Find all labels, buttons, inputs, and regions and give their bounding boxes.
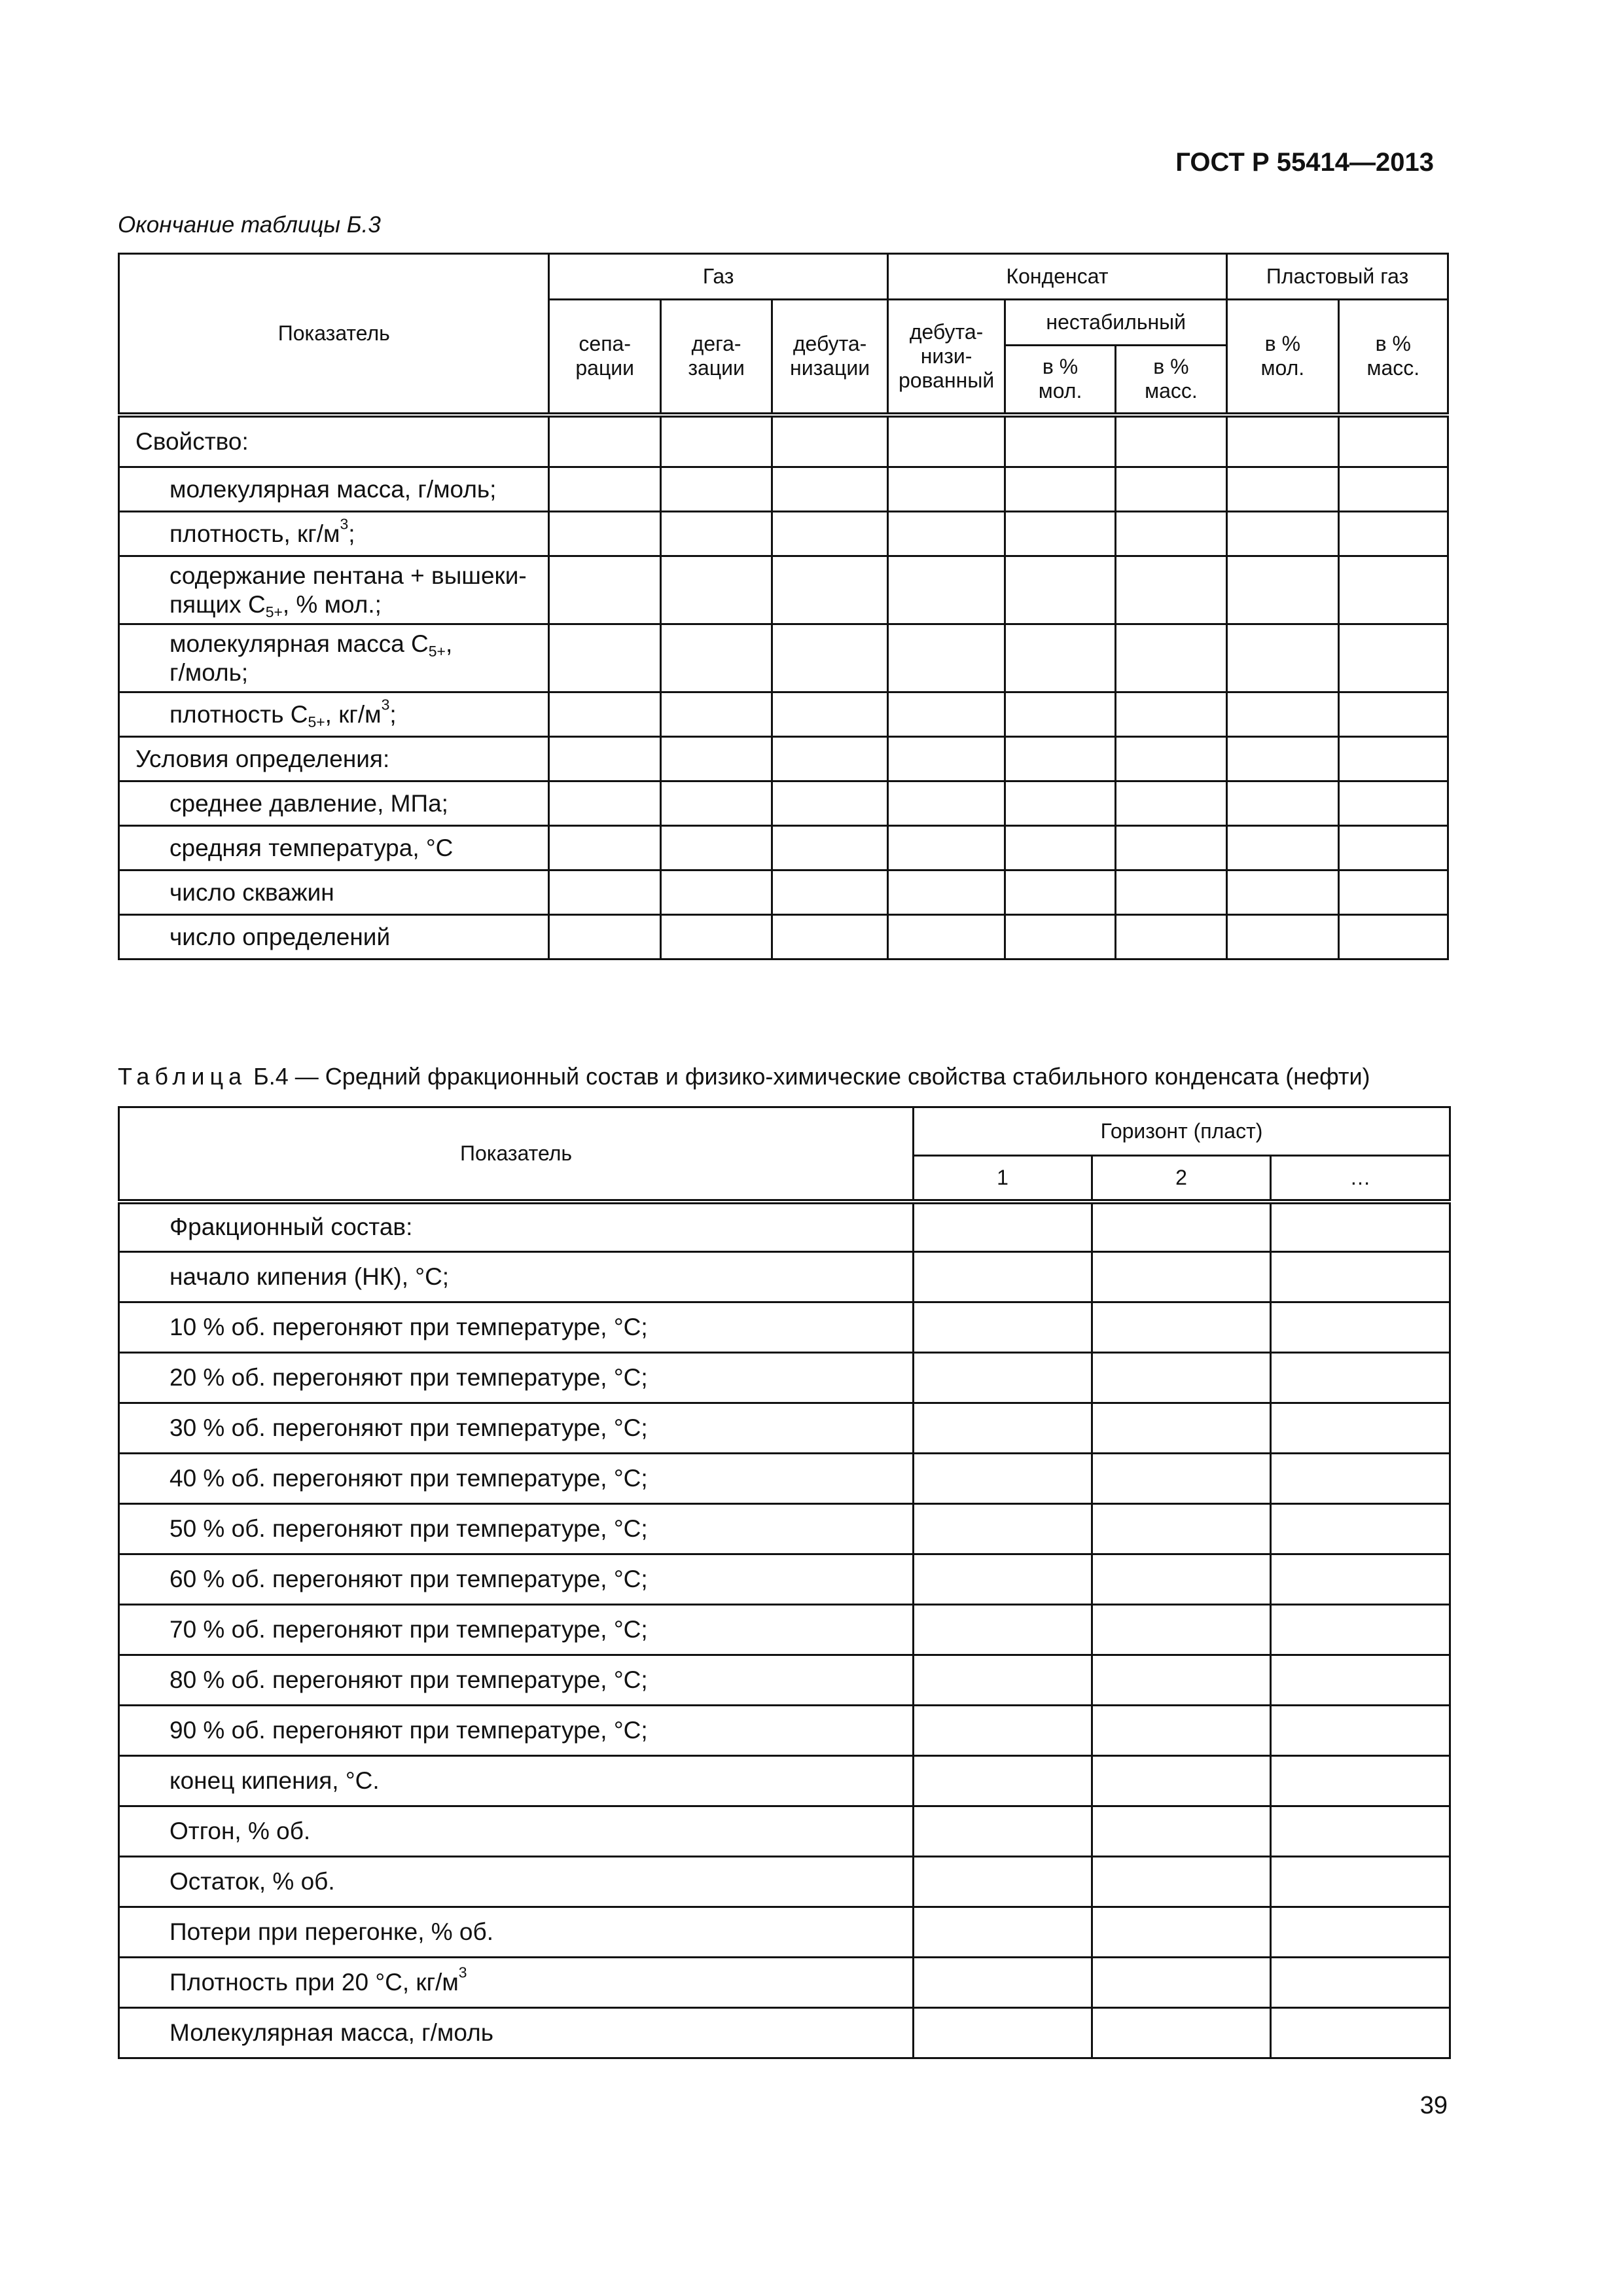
empty-cell	[914, 1403, 1092, 1454]
empty-cell	[914, 1907, 1092, 1958]
empty-cell	[549, 781, 660, 826]
header-unstable-pct-mass: в % масс.	[1115, 346, 1226, 415]
empty-cell	[1092, 1202, 1271, 1252]
empty-cell	[660, 737, 772, 781]
table-row	[119, 1353, 1450, 1403]
header-col-2: 2	[1092, 1156, 1271, 1202]
empty-cell	[1092, 1756, 1271, 1806]
row-label-text: средняя температура, °С	[169, 834, 454, 861]
empty-cell	[1227, 915, 1338, 960]
empty-cell	[1092, 1504, 1271, 1554]
empty-cell	[914, 1958, 1092, 2008]
empty-cell	[1115, 870, 1226, 915]
empty-cell	[887, 870, 1005, 915]
empty-cell	[914, 1706, 1092, 1756]
table-row	[119, 915, 1448, 960]
empty-cell	[1271, 1454, 1450, 1504]
row-label: 10 % об. перегоняют при температуре, °С;	[119, 1302, 914, 1353]
empty-cell	[772, 512, 887, 556]
table-row	[119, 1605, 1450, 1655]
empty-cell	[660, 512, 772, 556]
header-debutanization: дебута- низации	[772, 300, 887, 415]
row-label	[119, 826, 549, 870]
empty-cell	[887, 826, 1005, 870]
table-b3-continuation-title: Окончание таблицы Б.3	[118, 212, 381, 238]
table-b4	[118, 1106, 1451, 2059]
empty-cell	[1338, 826, 1448, 870]
empty-cell	[914, 1756, 1092, 1806]
table-row	[119, 870, 1448, 915]
empty-cell	[1227, 870, 1338, 915]
table-row	[119, 1655, 1450, 1706]
empty-cell	[1338, 737, 1448, 781]
empty-cell	[1092, 1706, 1271, 1756]
empty-cell	[1271, 1353, 1450, 1403]
row-label: 70 % об. перегоняют при температуре, °С;	[119, 1605, 914, 1655]
empty-cell	[660, 556, 772, 624]
empty-cell	[1271, 1252, 1450, 1302]
empty-cell	[1115, 826, 1226, 870]
table-row	[119, 1756, 1450, 1806]
empty-cell	[887, 556, 1005, 624]
header-reservoir-pct-mass: в % масс.	[1338, 300, 1448, 415]
table-row	[119, 1806, 1450, 1857]
empty-cell	[914, 1857, 1092, 1907]
row-label-text: число определений	[169, 923, 391, 950]
empty-cell	[549, 826, 660, 870]
empty-cell	[1227, 624, 1338, 692]
table-row	[119, 781, 1448, 826]
empty-cell	[914, 1504, 1092, 1554]
row-label-text: содержание пентана + вышеки- пящих С	[169, 562, 527, 618]
row-label-after: ;	[389, 700, 397, 728]
row-label-text: молекулярная масса С	[169, 630, 429, 657]
header-col-1: 1	[914, 1156, 1092, 1202]
empty-cell	[660, 415, 772, 467]
row-label	[119, 1958, 914, 2008]
table-b4-caption-text: Б.4 — Средний фракционный состав и физико-химические свойства стабильного конденсата (нефти)	[247, 1063, 1370, 1090]
empty-cell	[1092, 1655, 1271, 1706]
empty-cell	[1227, 781, 1338, 826]
empty-cell	[549, 467, 660, 512]
table-row	[119, 1202, 1450, 1252]
empty-cell	[887, 415, 1005, 467]
table-row	[119, 512, 1448, 556]
row-label: конец кипения, °С.	[119, 1756, 914, 1806]
empty-cell	[1271, 1857, 1450, 1907]
empty-cell	[1271, 1605, 1450, 1655]
empty-cell	[1115, 512, 1226, 556]
empty-cell	[1271, 1302, 1450, 1353]
empty-cell	[1227, 556, 1338, 624]
header-unstable: нестабильный	[1005, 300, 1227, 346]
table-row	[119, 1857, 1450, 1907]
empty-cell	[1005, 915, 1115, 960]
empty-cell	[1115, 692, 1226, 737]
empty-cell	[660, 624, 772, 692]
empty-cell	[1338, 915, 1448, 960]
empty-cell	[1271, 1504, 1450, 1554]
row-label	[119, 781, 549, 826]
empty-cell	[1271, 1706, 1450, 1756]
row-label	[119, 512, 549, 556]
row-label: 40 % об. перегоняют при температуре, °С;	[119, 1454, 914, 1504]
empty-cell	[914, 1252, 1092, 1302]
header-horizon: Горизонт (пласт)	[914, 1107, 1450, 1156]
empty-cell	[1338, 624, 1448, 692]
table-row	[119, 2008, 1450, 2058]
empty-cell	[1227, 467, 1338, 512]
row-label: Молекулярная масса, г/моль	[119, 2008, 914, 2058]
table-b4-caption	[118, 1063, 1370, 1090]
empty-cell	[1271, 1907, 1450, 1958]
empty-cell	[549, 870, 660, 915]
table-row	[119, 415, 1448, 467]
row-label	[119, 415, 549, 467]
table-row	[119, 556, 1448, 624]
empty-cell	[1005, 737, 1115, 781]
empty-cell	[549, 915, 660, 960]
empty-cell	[1005, 512, 1115, 556]
empty-cell	[1271, 2008, 1450, 2058]
empty-cell	[549, 415, 660, 467]
empty-cell	[1271, 1756, 1450, 1806]
row-label-text: Свойство:	[135, 427, 249, 455]
empty-cell	[1271, 1806, 1450, 1857]
empty-cell	[914, 1454, 1092, 1504]
empty-cell	[1227, 826, 1338, 870]
empty-cell	[660, 467, 772, 512]
empty-cell	[887, 737, 1005, 781]
row-label-after: , г/моль;	[169, 630, 453, 686]
row-label	[119, 556, 549, 624]
empty-cell	[1092, 1857, 1271, 1907]
row-label: начало кипения (НК), °С;	[119, 1252, 914, 1302]
empty-cell	[1271, 1554, 1450, 1605]
row-label: 30 % об. перегоняют при температуре, °С;	[119, 1403, 914, 1454]
empty-cell	[1338, 781, 1448, 826]
header-unstable-pct-mol: в % мол.	[1005, 346, 1115, 415]
header-degassing: дега- зации	[660, 300, 772, 415]
empty-cell	[914, 1806, 1092, 1857]
empty-cell	[1005, 781, 1115, 826]
header-indicator: Показатель	[119, 254, 549, 415]
empty-cell	[1115, 556, 1226, 624]
row-label-text: среднее давление, МПа;	[169, 789, 448, 817]
empty-cell	[1092, 1454, 1271, 1504]
empty-cell	[1271, 1655, 1450, 1706]
row-label-after: , % мол.;	[282, 590, 382, 618]
empty-cell	[549, 737, 660, 781]
row-label	[119, 624, 549, 692]
empty-cell	[660, 692, 772, 737]
empty-cell	[772, 692, 887, 737]
table-row	[119, 1504, 1450, 1554]
subscript: 5+	[265, 603, 283, 620]
empty-cell	[1338, 870, 1448, 915]
empty-cell	[1227, 512, 1338, 556]
empty-cell	[887, 467, 1005, 512]
header-debutanized: дебута- низи- рованный	[887, 300, 1005, 415]
row-label-text: плотность, кг/м	[169, 520, 340, 547]
table-row	[119, 467, 1448, 512]
row-label: Фракционный состав:	[119, 1202, 914, 1252]
empty-cell	[1115, 781, 1226, 826]
row-label	[119, 467, 549, 512]
row-label	[119, 737, 549, 781]
empty-cell	[914, 1202, 1092, 1252]
empty-cell	[772, 870, 887, 915]
empty-cell	[549, 624, 660, 692]
row-label	[119, 692, 549, 737]
table-row	[119, 1907, 1450, 1958]
row-label: 90 % об. перегоняют при температуре, °С;	[119, 1706, 914, 1756]
empty-cell	[914, 1655, 1092, 1706]
empty-cell	[772, 826, 887, 870]
empty-cell	[1092, 1907, 1271, 1958]
empty-cell	[772, 415, 887, 467]
empty-cell	[1115, 737, 1226, 781]
empty-cell	[772, 915, 887, 960]
row-label: Отгон, % об.	[119, 1806, 914, 1857]
row-label-text: Плотность при 20 °С, кг/м	[169, 1969, 459, 1996]
empty-cell	[887, 624, 1005, 692]
row-label: Потери при перегонке, % об.	[119, 1907, 914, 1958]
header-gas: Газ	[549, 254, 887, 300]
table-row	[119, 1252, 1450, 1302]
table-row	[119, 1706, 1450, 1756]
table-row	[119, 1454, 1450, 1504]
empty-cell	[772, 556, 887, 624]
table-row	[119, 1403, 1450, 1454]
empty-cell	[660, 915, 772, 960]
row-label: Остаток, % об.	[119, 1857, 914, 1907]
empty-cell	[1092, 1403, 1271, 1454]
row-label: 50 % об. перегоняют при температуре, °С;	[119, 1504, 914, 1554]
empty-cell	[1338, 512, 1448, 556]
empty-cell	[1338, 467, 1448, 512]
empty-cell	[549, 556, 660, 624]
empty-cell	[1271, 1403, 1450, 1454]
superscript: 3	[458, 1964, 467, 1981]
subscript: 5+	[308, 713, 325, 730]
empty-cell	[772, 467, 887, 512]
empty-cell	[887, 781, 1005, 826]
empty-cell	[1005, 415, 1115, 467]
empty-cell	[1092, 1302, 1271, 1353]
header-reservoir-gas: Пластовый газ	[1227, 254, 1448, 300]
empty-cell	[660, 781, 772, 826]
row-label: 60 % об. перегоняют при температуре, °С;	[119, 1554, 914, 1605]
empty-cell	[1092, 2008, 1271, 2058]
subscript: 5+	[428, 642, 446, 660]
header-col-3: …	[1271, 1156, 1450, 1202]
row-label	[119, 915, 549, 960]
empty-cell	[914, 1353, 1092, 1403]
empty-cell	[1005, 624, 1115, 692]
empty-cell	[1271, 1202, 1450, 1252]
table-b4-caption-prefix: Таблица	[118, 1063, 247, 1090]
header-separation: сепа- рации	[549, 300, 660, 415]
empty-cell	[1005, 556, 1115, 624]
table-row	[119, 1554, 1450, 1605]
page-number: 39	[1419, 2092, 1448, 2119]
empty-cell	[660, 870, 772, 915]
empty-cell	[1092, 1958, 1271, 2008]
empty-cell	[887, 915, 1005, 960]
row-label-after: ;	[348, 520, 355, 547]
empty-cell	[1115, 467, 1226, 512]
row-label: 80 % об. перегоняют при температуре, °С;	[119, 1655, 914, 1706]
empty-cell	[1092, 1554, 1271, 1605]
empty-cell	[1005, 826, 1115, 870]
superscript: 3	[340, 515, 349, 533]
table-row	[119, 826, 1448, 870]
row-label-text: Условия определения:	[135, 745, 390, 772]
empty-cell	[1227, 415, 1338, 467]
empty-cell	[1115, 415, 1226, 467]
empty-cell	[772, 737, 887, 781]
empty-cell	[1115, 915, 1226, 960]
row-label-text: плотность С	[169, 700, 308, 728]
header-reservoir-pct-mol: в % мол.	[1227, 300, 1338, 415]
empty-cell	[887, 512, 1005, 556]
row-label-mid: , кг/м	[325, 700, 382, 728]
standard-code: ГОСТ Р 55414—2013	[1175, 148, 1434, 177]
empty-cell	[1092, 1353, 1271, 1403]
empty-cell	[1115, 624, 1226, 692]
row-label	[119, 870, 549, 915]
row-label-text: число скважин	[169, 878, 334, 906]
empty-cell	[1005, 467, 1115, 512]
table-row	[119, 737, 1448, 781]
empty-cell	[772, 781, 887, 826]
empty-cell	[887, 692, 1005, 737]
empty-cell	[914, 1554, 1092, 1605]
table-b3	[118, 253, 1449, 960]
empty-cell	[1092, 1252, 1271, 1302]
header-condensate: Конденсат	[887, 254, 1226, 300]
table-row	[119, 1958, 1450, 2008]
empty-cell	[660, 826, 772, 870]
empty-cell	[914, 1605, 1092, 1655]
empty-cell	[1227, 737, 1338, 781]
superscript: 3	[381, 696, 390, 713]
empty-cell	[1227, 692, 1338, 737]
empty-cell	[1092, 1806, 1271, 1857]
empty-cell	[772, 624, 887, 692]
empty-cell	[1338, 692, 1448, 737]
empty-cell	[1338, 415, 1448, 467]
empty-cell	[914, 2008, 1092, 2058]
empty-cell	[1005, 870, 1115, 915]
empty-cell	[914, 1302, 1092, 1353]
row-label-text: молекулярная масса, г/моль;	[169, 475, 497, 503]
table-row	[119, 692, 1448, 737]
empty-cell	[1338, 556, 1448, 624]
empty-cell	[1271, 1958, 1450, 2008]
empty-cell	[1005, 692, 1115, 737]
empty-cell	[549, 512, 660, 556]
table-row	[119, 1302, 1450, 1353]
row-label: 20 % об. перегоняют при температуре, °С;	[119, 1353, 914, 1403]
table-row	[119, 624, 1448, 692]
empty-cell	[549, 692, 660, 737]
header-indicator: Показатель	[119, 1107, 914, 1202]
empty-cell	[1092, 1605, 1271, 1655]
